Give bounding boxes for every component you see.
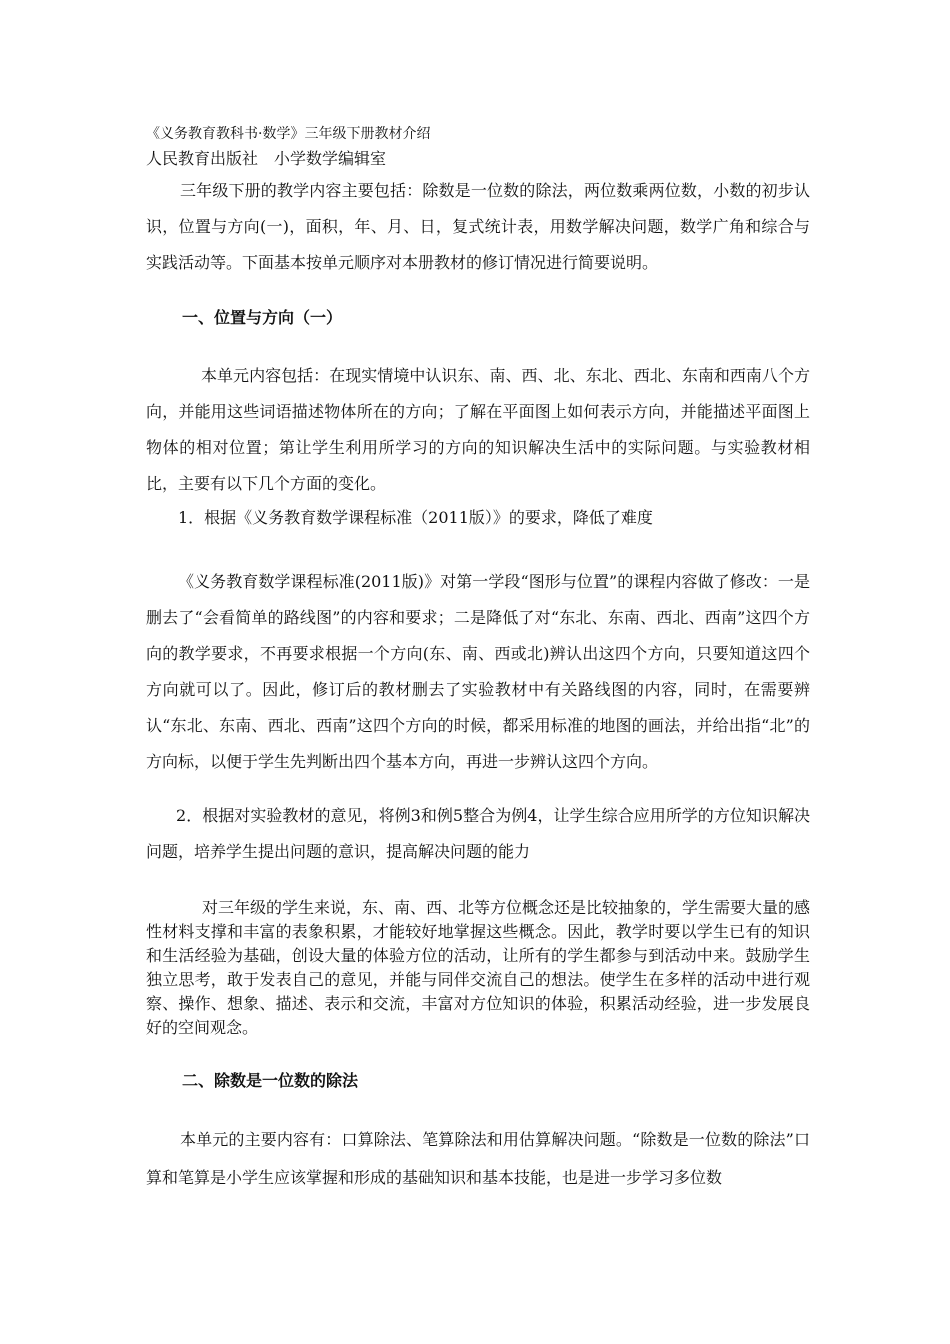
section2-heading: 二、除数是一位数的除法: [182, 1071, 359, 1090]
publisher-line: [146, 148, 810, 170]
section1-point2: 2．根据对实验教材的意见，将例3和例5整合为例4，让学生综合应用所学的方位知识解决问题，培养学生提出问题的意识，提高解决问题的能力: [146, 806, 810, 861]
publisher-name: 人民教育出版社: [146, 149, 259, 168]
section1-body: 本单元内容包括：在现实情境中认识东、南、西、北、东北、西北、东南和西南八个方向，并能用这些词语描述物体所在的方向；了解在平面图上如何表示方向，并能描述平面图上物体的相对位置；第让学生利用所学习的方向的知识解决生活中的实际问题。与实验教材相比，主要有以下几个方面的变化。: [146, 366, 810, 493]
section1-heading: 一、位置与方向（一）: [182, 308, 343, 327]
department-name: 小学数学编辑室: [274, 149, 387, 168]
section1-point1-body: 《义务教育数学课程标准(2011版)》对第一学段“图形与位置”的课程内容做了修改：一是删去了“会看简单的路线图”的内容和要求；二是降低了对“东北、东南、西北、西南”这四个方向的教学要求，不再要求根据一个方向(东、南、西或北)辨认出这四个方向，只要知道这四个方向就可以了。因此，修订后的教材删去了实验教材中有关路线图的内容，同时，在需要辨认“东北、东南、西北、西南”这四个方向的时候，都采用标准的地图的画法，并给出指“北”的方向标，以便于学生先判断出四个基本方向，再进一步辨认这四个方向。: [146, 572, 810, 771]
section2-body: 本单元的主要内容有：口算除法、笔算除法和用估算解决问题。“除数是一位数的除法”口算和笔算是小学生应该掌握和形成的基础知识和基本技能，也是进一步学习多位数: [146, 1130, 810, 1187]
intro-paragraph: 三年级下册的教学内容主要包括：除数是一位数的除法，两位数乘两位数，小数的初步认识，位置与方向(一)，面积，年、月、日，复式统计表，用数学解决问题，数学广角和综合与实践活动等。下面基本按单元顺序对本册教材的修订情况进行简要说明。: [146, 181, 810, 272]
document-title: 《义务教育教科书·数学》三年级下册教材介绍: [146, 126, 431, 142]
section1-point2-body: 对三年级的学生来说，东、南、西、北等方位概念还是比较抽象的，学生需要大量的感性材料支撑和丰富的表象积累，才能较好地掌握这些概念。因此，教学时要以学生已有的知识和生活经验为基础，创设大量的体验方位的活动，让所有的学生都参与到活动中来。鼓励学生独立思考，敢于发表自己的意见，并能与同伴交流自己的想法。使学生在多样的活动中进行观察、操作、想象、描述、表示和交流，丰富对方位知识的体验，积累活动经验，进一步发展良好的空间观念。: [146, 898, 811, 1037]
section1-point1-title: 1．根据《义务教育数学课程标准（2011版）》的要求，降低了难度: [178, 508, 653, 527]
